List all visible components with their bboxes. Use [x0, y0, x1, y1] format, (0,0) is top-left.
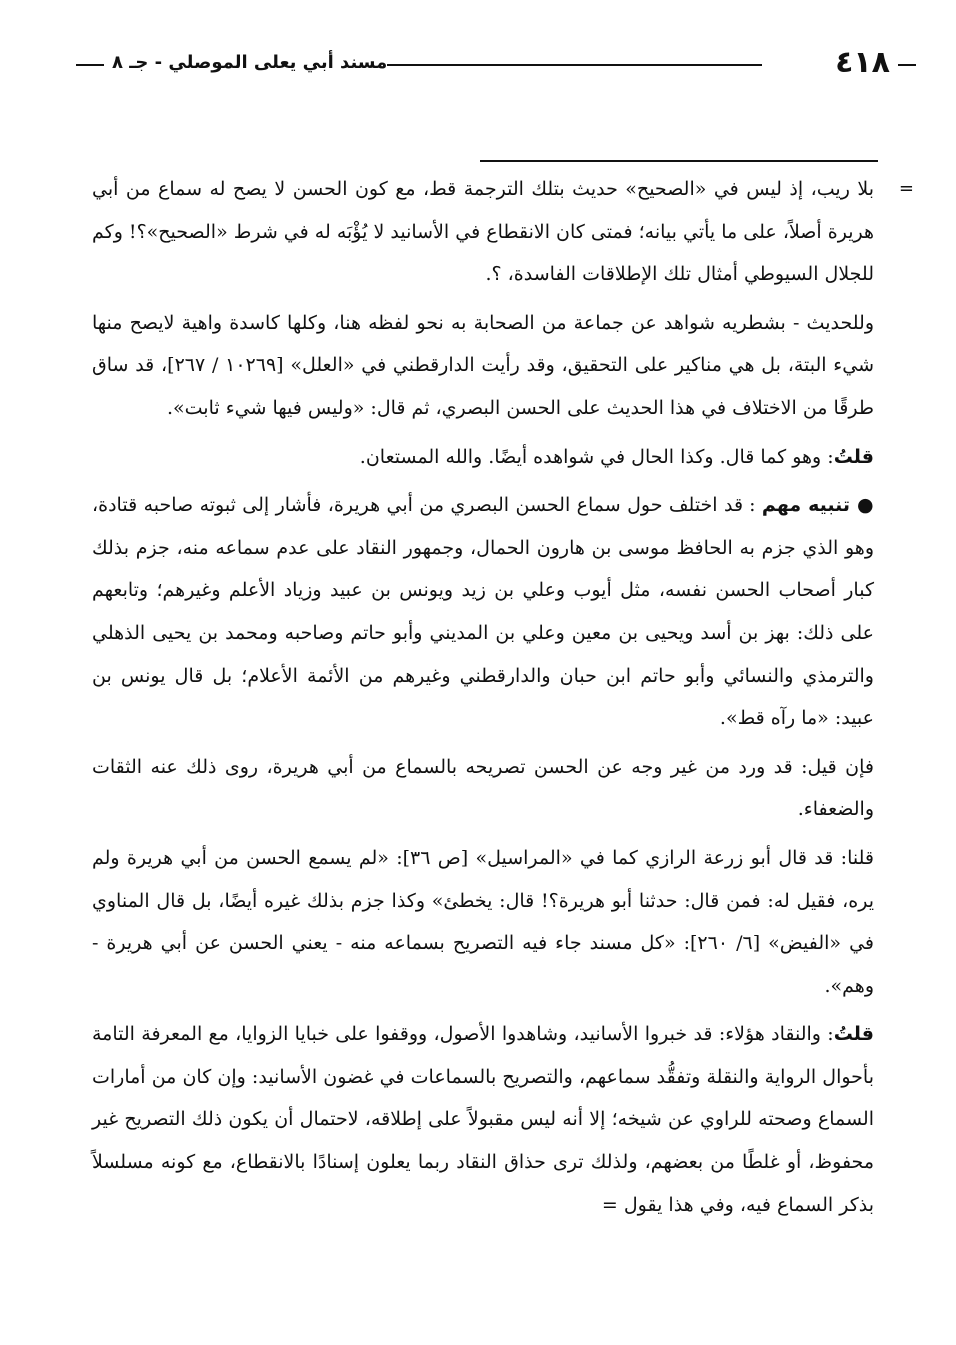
- paragraph-lead: قلتُ: [833, 1023, 874, 1046]
- paragraph-text: : وهو كما قال. وكذا الحال في شواهده أيضًا. والله المستعان.: [359, 445, 834, 468]
- paragraph-lead: ● تنبيه مهم: [761, 494, 874, 517]
- paragraph: [92, 484, 874, 740]
- paragraph: [92, 1013, 874, 1226]
- continuation-mark: =: [601, 1193, 618, 1216]
- paragraph: [92, 168, 914, 296]
- paragraph: [92, 837, 874, 1007]
- paragraph-text: : قد اختلف حول سماع الحسن البصري من أبي هريرة، فأشار إلى ثبوته صاحبه قتادة، وهو الذي جزم به الحافظ موسى بن هارون الحمال، وجمهور النقاد على عدم سماعه منه، جزم بذلك كبار أصحاب الحسن نفسه، مثل أيوب وعلي بن زيد ويونس بن عبيد وزياد الأعلم وغيرهم؛ وتابعهم على ذلك: بهز بن أسد ويحيى بن معين وعلي بن المديني وأبو حاتم وصاحبه ومحمد بن يحيى الذهلي والترمذي والنسائي وأبو حاتم ابن حبان والدارقطني وغيرهم من الأئمة الأعلام؛ بل قال يونس بن عبيد: «ما رآه قط».: [92, 494, 874, 730]
- header-rule: [387, 64, 762, 66]
- paragraph-text: قلنا: قد قال أبو زرعة الرازي كما في «المراسيل» [ص ٣٦]: «لم يسمع الحسن من أبي هريرة ولم يره، فقيل له: فمن قال: حدثنا أبو هريرة؟! قال: يخطئ» وكذا جزم بذلك غيره أيضًا، بل قال المناوي في «الفيض» [٦/ ٢٦٠]: «كل مسند جاء فيه التصريح بسماعه منه - يعني الحسن عن أبي هريرة - وهم».: [92, 846, 874, 997]
- header-dash-left: [76, 64, 104, 66]
- paragraph: [92, 746, 874, 831]
- paragraph-text: وللحديث - بشطريه شواهد عن جماعة من الصحابة به نحو لفظه هنا، وكلها كاسدة واهية لايصح منها شيء البتة، بل هي مناكير على التحقيق، وقد رأيت الدارقطني في «العلل» [١٠٢٦٩ / ٢٦٧]، قد ساق طرقًا من الاختلاف في هذا الحديث على الحسن البصري، ثم قال: «وليس فيها شيء ثابت».: [92, 311, 874, 419]
- paragraph-text: : والنقاد هؤلاء: قد خبروا الأسانيد، وشاهدوا الأصول، ووقفوا على خبايا الزوايا، مع المعرفة التامة بأحوال الرواية والنقلة وتفقُّد سماعهم، والتصريح بالسماعات في غضون الأسانيد: وإن كان من أمارات السماع وصحته للراوي عن شيخه؛ إلا أنه ليس مقبولاً على إطلاقه، لاحتمال أن يكون ذلك التصريح غير محفوظ، أو غلطًا من بعضهم، ولذلك ترى حذاق النقاد ربما يعلون إسنادًا بالانقطاع، مع كونه مسلسلاً بذكر السماع فيه، وفي هذا يقول: [92, 1023, 874, 1216]
- paragraph-lead: قلتُ: [833, 445, 874, 468]
- paragraph-text: فإن قيل: قد ورد من غير وجه عن الحسن تصريحه بالسماع من أبي هريرة، روى ذلك عنه الثقات والضعفاء.: [92, 755, 874, 821]
- continuation-mark: =: [898, 178, 914, 199]
- book-title: مسند أبي يعلى الموصلي - جـ ٨: [112, 52, 388, 73]
- paragraph: [92, 302, 874, 430]
- running-header: [62, 44, 894, 84]
- paragraph-text: بلا ريب، إذ ليس في «الصحيح» حديث بتلك الترجمة قط، مع كون الحسن لا يصح له سماع من أبي هريرة أصلاً، على ما يأتي بيانه؛ فمتى كان الانقطاع في الأسانيد لا يُؤْبَه له في شرط «الصحيح»؟! وكم للجلال السيوطي أمثال تلك الإطلاقات الفاسدة، ؟.: [92, 178, 874, 286]
- page-number: ٤١٨: [835, 45, 890, 80]
- header-dash-right: [898, 64, 916, 66]
- footnote-body: [92, 168, 914, 1232]
- paragraph: [92, 436, 874, 479]
- footnote-separator: [480, 160, 878, 162]
